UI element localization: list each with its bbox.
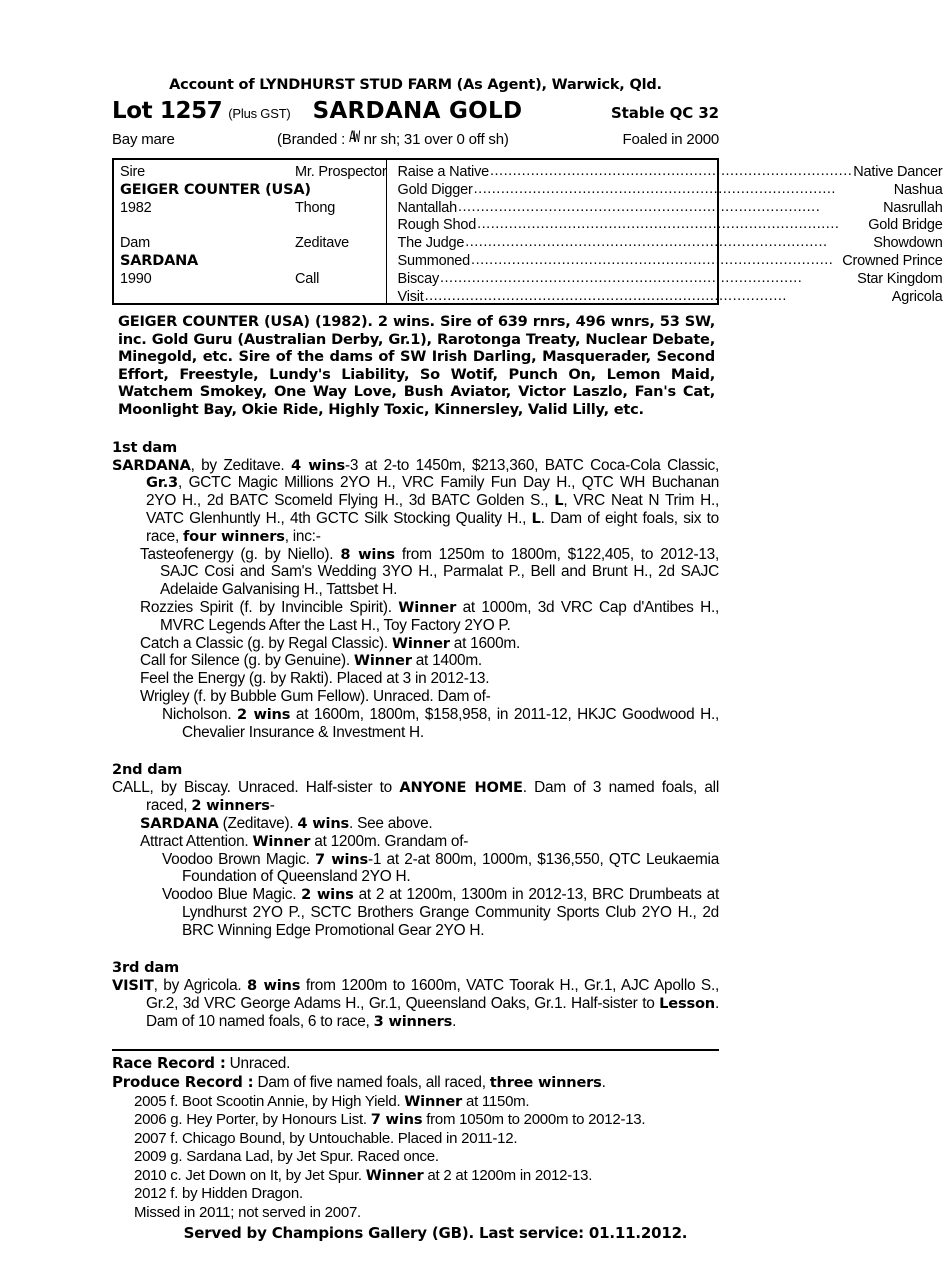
body-text: 2007 f. Chicago Bound, by Untouchable. Placed in 2011-12.	[134, 1129, 518, 1147]
pedigree-ancestor-row	[397, 235, 942, 253]
sire-dam: Thong	[295, 199, 336, 216]
brand-description	[277, 128, 509, 148]
body-text: from 1050m to 2000m to 2012-13.	[422, 1111, 646, 1129]
progeny-entry	[126, 652, 719, 670]
body-text: -3 at 2-to 1450m, $213,360, BATC Coca-Cola Classic,	[345, 456, 719, 474]
body-text: (Zeditave).	[218, 814, 298, 832]
body-text: .	[601, 1074, 606, 1092]
body-text: Rozzies Spirit (f. by Invincible Spirit).	[140, 598, 399, 616]
produce-record-line	[112, 1073, 719, 1093]
emphasis-text: 2 wins	[301, 886, 354, 904]
emphasis-text: 4 wins	[290, 456, 346, 474]
emphasis-text: 8 wins	[340, 545, 395, 563]
progeny-entry	[126, 635, 719, 653]
emphasis-text: Winner	[404, 1092, 463, 1110]
emphasis-text: 4 wins	[297, 814, 350, 832]
body-text: 2012 f. by Hidden Dragon.	[134, 1185, 303, 1203]
sire-name: GEIGER COUNTER (USA)	[120, 181, 311, 198]
emphasis-text: 2 winners	[191, 797, 270, 815]
progeny-entry	[126, 546, 719, 599]
dam-year: 1990	[120, 270, 152, 287]
ancestor-left: Gold Digger	[397, 181, 473, 198]
pedigree-ancestor-row	[397, 289, 942, 307]
ancestor-left: The Judge	[397, 235, 465, 252]
emphasis-text: SARDANA	[112, 456, 191, 474]
pedigree-ancestor-row	[397, 182, 942, 200]
race-record-line	[112, 1054, 719, 1074]
catalogue-sheet	[112, 76, 943, 1243]
produce-row	[134, 1130, 719, 1149]
emphasis-text: VISIT	[112, 977, 154, 995]
ancestor-right: Showdown	[873, 235, 943, 252]
emphasis-text: Lesson	[659, 995, 715, 1013]
emphasis-text: Winner	[353, 652, 412, 670]
progeny-entry	[126, 670, 719, 688]
body-text: . Dam of 10 named foals, 6 to race,	[146, 995, 719, 1031]
dot-leader: ................................................................................	[489, 163, 853, 179]
body-text: Nicholson.	[162, 705, 238, 723]
brand-suffix: nr sh; 31 over 0 off sh)	[363, 131, 509, 148]
second-dam-progeny-list	[112, 815, 719, 940]
ancestor-right: Gold Bridge	[868, 217, 943, 234]
body-text: Catch a Classic (g. by Regal Classic).	[140, 634, 392, 652]
pedigree-ancestor-row	[397, 164, 942, 182]
body-text: Voodoo Blue Magic.	[162, 886, 302, 904]
produce-record-label: Produce Record :	[112, 1073, 254, 1092]
dot-leader: ................................................................................	[424, 287, 787, 304]
ancestor-left: Rough Shod	[397, 217, 477, 234]
emphasis-text: three winners	[489, 1074, 602, 1092]
body-text: 2006 g. Hey Porter, by Honours List.	[134, 1111, 371, 1129]
emphasis-text: 7 wins	[370, 1111, 423, 1129]
dam-sire: Zeditave	[295, 235, 350, 252]
produce-rows-list	[112, 1093, 719, 1223]
body-text: Voodoo Brown Magic.	[162, 850, 316, 868]
body-text: .	[452, 1013, 457, 1031]
ancestor-left: Biscay	[397, 270, 439, 287]
progeny-entry	[148, 851, 719, 887]
progeny-entry	[148, 886, 719, 939]
emphasis-text: SARDANA	[140, 814, 219, 832]
emphasis-text: 8 wins	[247, 977, 301, 995]
produce-row	[134, 1093, 719, 1112]
pedigree-col-great-grandparents	[386, 160, 948, 303]
body-text: 2005 f. Boot Scootin Annie, by High Yield.	[134, 1092, 405, 1110]
dot-leader: ................................................................................	[471, 251, 834, 268]
pedigree-ancestor-row	[397, 253, 942, 271]
sire-label: Sire	[120, 164, 145, 180]
produce-row	[134, 1185, 719, 1204]
progeny-entry	[126, 599, 719, 635]
progeny-entry	[126, 833, 719, 851]
race-record-label: Race Record :	[112, 1053, 226, 1072]
race-record-value: Unraced.	[229, 1054, 291, 1072]
page-title: SARDANA GOLD	[312, 98, 523, 124]
body-text: from 1200m to 1600m, VATC Toorak H., Gr.1, AJC Apollo S., Gr.2, 3d VRC George Adams H., Gr.1, Queensland Oaks, Gr.1. Half-sister to	[146, 977, 719, 1013]
body-text: , inc:-	[284, 527, 321, 545]
ancestor-left: Summoned	[397, 252, 471, 269]
emphasis-text: 7 wins	[315, 850, 368, 868]
second-dam-heading: 2nd dam	[112, 761, 183, 779]
body-text: Attract Attention.	[140, 832, 253, 850]
body-text: at 2 at 1200m in 2012-13.	[423, 1166, 593, 1184]
dam-label: Dam	[120, 235, 151, 252]
body-text: at 2 at 1200m, 1300m in 2012-13, BRC Drumbeats at Lyndhurst 2YO P., SCTC Brothers Grange Community Sports Club 2YO H., 2d BRC Winning Edge Promotional Gear 2YO H.	[182, 886, 719, 939]
body-text: . See above.	[349, 814, 433, 832]
emphasis-text: Gr.3	[146, 474, 178, 492]
third-dam-main	[112, 977, 719, 1030]
second-dam-main	[112, 779, 719, 815]
body-text: Tasteofenergy (g. by Niello).	[140, 545, 341, 563]
body-text: at 1600m, 1800m, $158,958, in 2011-12, HKJC Goodwood H., Chevalier Insurance & Investment H.	[182, 705, 719, 741]
body-text: Call for Silence (g. by Genuine).	[140, 652, 354, 670]
first-dam-heading: 1st dam	[112, 438, 177, 456]
sire-year: 1982	[120, 199, 152, 216]
ancestor-right: Star Kingdom	[857, 270, 943, 287]
produce-row	[134, 1167, 719, 1186]
body-text: Missed in 2011; not served in 2007.	[134, 1203, 361, 1221]
third-dam-heading: 3rd dam	[112, 959, 179, 977]
emphasis-text: L	[531, 509, 541, 527]
emphasis-text: Winner	[252, 832, 311, 850]
body-text: -	[269, 797, 275, 815]
body-text: at 1400m.	[411, 652, 482, 670]
brand-mark-icon: AW	[349, 128, 359, 147]
body-text: . Dam of eight foals, six to race,	[146, 509, 719, 545]
body-text: , by Zeditave.	[190, 456, 291, 474]
body-text: , GCTC Magic Millions 2YO H., VRC Family Fun Day H., QTC WH Buchanan 2YO H., 2d BATC Scomeld Flying H., 3d BATC Golden S.,	[146, 474, 719, 510]
body-text: CALL, by Biscay. Unraced. Half-sister to	[112, 779, 400, 797]
body-text: , by Agricola.	[153, 977, 248, 995]
body-text: Dam of five named foals, all raced,	[253, 1074, 490, 1092]
ancestor-left: Nantallah	[397, 199, 457, 216]
body-text: from 1250m to 1800m, $122,405, to 2012-13, SAJC Cosi and Sam's Wedding 3YO H., Parmalat P., Bell and Brunt H., 2d SAJC Adelaide Galvanising H., Tattsbet H.	[160, 545, 719, 599]
ancestor-right: Nasrullah	[883, 199, 943, 216]
colour-sex: Bay mare	[112, 131, 175, 148]
body-text: -1 at 2-at 800m, 1000m, $136,550, QTC Leukaemia Foundation of Queensland 2YO H.	[182, 850, 719, 886]
emphasis-text: L	[554, 492, 564, 510]
body-text: at 1600m.	[449, 634, 520, 652]
records-divider	[112, 1049, 719, 1051]
progeny-entry	[126, 688, 719, 706]
body-text: at 1200m. Grandam of-	[310, 832, 469, 850]
gst-note: (Plus GST)	[228, 106, 291, 121]
first-dam-progeny-list	[112, 546, 719, 742]
lot-header-row	[112, 98, 719, 126]
ancestor-right: Native Dancer	[853, 164, 943, 180]
description-row	[112, 128, 719, 151]
emphasis-text: Winner	[391, 634, 450, 652]
ancestor-left: Visit	[397, 288, 424, 305]
body-text: at 1150m.	[462, 1092, 530, 1110]
ancestor-right: Nashua	[893, 181, 943, 198]
produce-row	[134, 1204, 719, 1223]
dot-leader: ................................................................................	[465, 234, 828, 251]
body-text: Feel the Energy (g. by Rakti). Placed at 3 in 2012-13.	[140, 670, 490, 688]
stable-number: Stable QC 32	[610, 104, 719, 122]
brand-prefix: (Branded :	[277, 131, 346, 148]
body-text: . Dam of 3 named foals, all raced,	[146, 779, 719, 815]
account-line: Account of LYNDHURST STUD FARM (As Agent), Warwick, Qld.	[169, 77, 662, 93]
emphasis-text: 3 winners	[373, 1013, 453, 1031]
pedigree-ancestor-row	[397, 217, 942, 235]
body-text: 2010 c. Jet Down on It, by Jet Spur.	[134, 1166, 366, 1184]
ancestor-right: Crowned Prince	[842, 252, 943, 269]
foaled-year: Foaled in 2000	[622, 131, 719, 148]
sire-summary-paragraph: GEIGER COUNTER (USA) (1982). 2 wins. Sire of 639 rnrs, 496 wnrs, 53 SW, inc. Gold Guru (Australian Derby, Gr.1), Rarotonga Treaty, Nuclear Debate, Minegold, etc. Sire of the dams of SW Irish Darling, Masquerader, Second Effort, Freestyle, Lundy's Liability, So Wotif, Punch On, Lemon Maid, Watchem Smokey, One Way Love, Bush Aviator, Victor Laszlo, Fan's Cat, Moonlight Bay, Okie Ride, Highly Toxic, Kinnersley, Valid Lilly, etc.	[118, 313, 715, 418]
produce-row	[134, 1111, 719, 1130]
emphasis-text: Winner	[365, 1166, 424, 1184]
progeny-entry	[148, 706, 719, 742]
produce-row	[134, 1148, 719, 1167]
emphasis-text: ANYONE HOME	[399, 779, 523, 797]
body-text: , VRC Neat N Trim H., VATC Glenhuntly H., 4th GCTC Silk Stocking Quality H.,	[146, 492, 720, 527]
dot-leader: ................................................................................	[473, 180, 836, 197]
pedigree-table	[112, 158, 943, 305]
sire-sire: Mr. Prospector	[295, 164, 387, 180]
dot-leader: ................................................................................	[457, 198, 821, 215]
ancestor-right: Agricola	[891, 288, 943, 305]
pedigree-col-grandparents	[295, 160, 386, 303]
emphasis-text: four winners	[183, 527, 285, 545]
pedigree-ancestor-row	[397, 271, 942, 289]
progeny-entry	[126, 815, 719, 833]
emphasis-text: 2 wins	[237, 705, 291, 723]
served-line: Served by Champions Gallery (GB). Last service: 01.11.2012.	[183, 1224, 688, 1243]
pedigree-ancestor-row	[397, 200, 942, 218]
dot-leader: ................................................................................	[477, 216, 840, 233]
dam-dam: Call	[295, 270, 320, 287]
dot-leader: ................................................................................	[440, 269, 803, 286]
first-dam-main	[112, 457, 719, 546]
lot-number: Lot 1257	[112, 98, 223, 124]
ancestor-left: Raise a Native	[397, 164, 489, 180]
dam-name: SARDANA	[120, 252, 199, 269]
body-text: at 1000m, 3d VRC Cap d'Antibes H., MVRC Legends After the Last H., Toy Factory 2YO P.	[160, 598, 719, 634]
body-text: Wrigley (f. by Bubble Gum Fellow). Unraced. Dam of-	[140, 687, 491, 705]
emphasis-text: Winner	[398, 598, 457, 616]
body-text: 2009 g. Sardana Lad, by Jet Spur. Raced once.	[134, 1148, 439, 1166]
